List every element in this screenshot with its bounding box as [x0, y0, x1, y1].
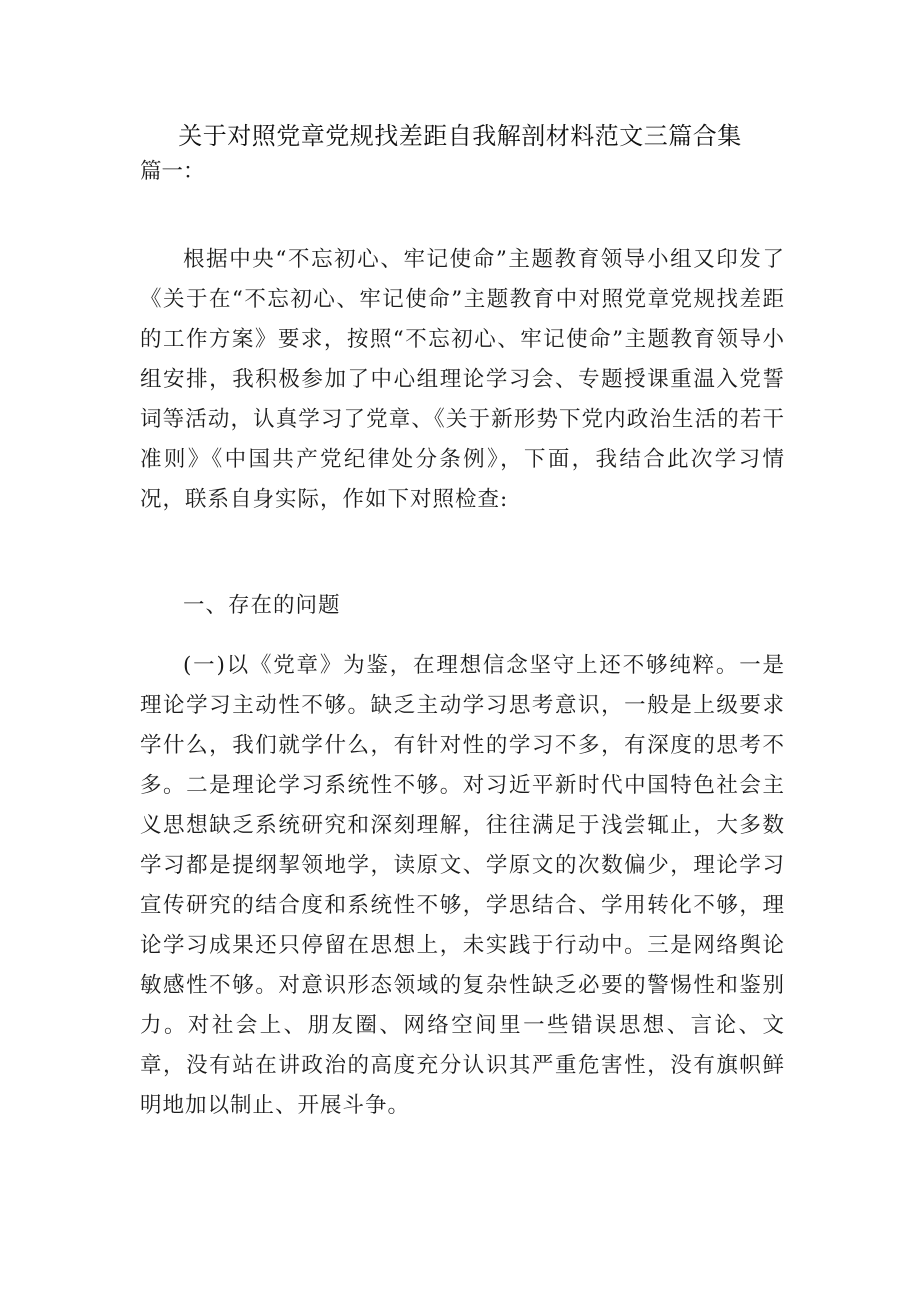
document-title: 关于对照党章党规找差距自我解剖材料范文三篇合集: [178, 122, 742, 150]
intro-paragraph-block: [140, 240, 785, 520]
problems-heading: 一、存在的问题: [183, 593, 341, 618]
intro-paragraph: 根据中央“不忘初心、牢记使命”主题教育领导小组又印发了《关于在“不忘初心、牢记使命”主题教育中对照党章党规找差距的工作方案》要求，按照“不忘初心、牢记使命”主题教育领导小组安排，我积极参加了中心组理论学习会、专题授课重温入党誓词等活动，认真学习了党章、《关于新形势下党内政治生活的若干准则》《中国共产党纪律处分条例》，下面，我结合此次学习情况，联系自身实际，作如下对照检查:: [140, 247, 785, 512]
section-label: 篇一：: [140, 159, 205, 184]
item-one-paragraph-block: [140, 646, 785, 1126]
problems-heading-block: [140, 586, 785, 626]
item-one-paragraph: (一)以《党章》为鉴，在理想信念坚守上还不够纯粹。一是理论学习主动性不够。缺乏主动学习思考意识，一般是上级要求学什么，我们就学什么，有针对性的学习不多，有深度的思考不多。二是理论学习系统性不够。对习近平新时代中国特色社会主义思想缺乏系统研究和深刻理解，往往满足于浅尝辄止，大多数学习都是提纲挈领地学，读原文、学原文的次数偏少，理论学习宣传研究的结合度和系统性不够，学思结合、学用转化不够，理论学习成果还只停留在思想上，未实践于行动中。三是网络舆论敏感性不够。对意识形态领域的复杂性缺乏必要的警惕性和鉴别力。对社会上、朋友圈、网络空间里一些错误思想、言论、文章，没有站在讲政治的高度充分认识其严重危害性，没有旗帜鲜明地加以制止、开展斗争。: [140, 653, 785, 1118]
